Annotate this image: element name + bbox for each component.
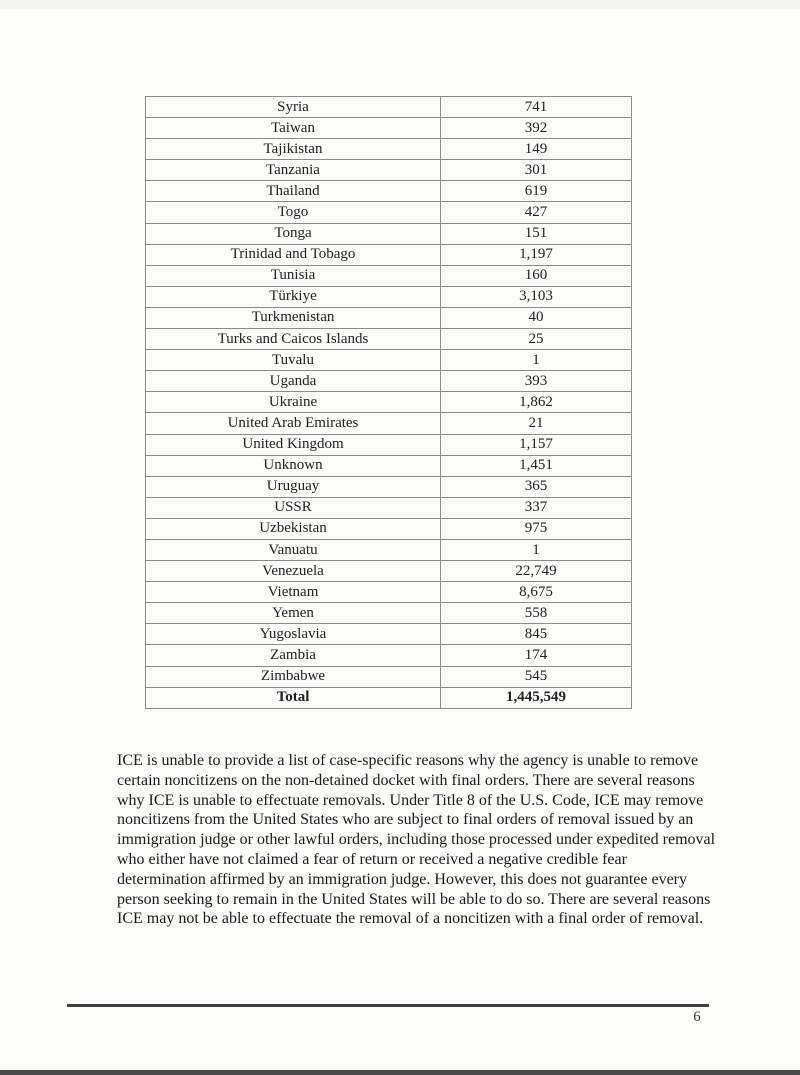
count-cell: 1,157	[441, 434, 632, 455]
count-cell: 558	[441, 603, 632, 624]
total-row	[146, 687, 632, 708]
count-cell: 301	[441, 160, 632, 181]
footer-rule	[67, 1004, 709, 1007]
count-cell: 22,749	[441, 561, 632, 582]
total-label-cell: Total	[146, 687, 441, 708]
count-cell: 3,103	[441, 286, 632, 307]
country-cell: Syria	[146, 97, 441, 118]
country-cell: United Kingdom	[146, 434, 441, 455]
table-row	[146, 223, 632, 244]
body-paragraph: ICE is unable to provide a list of case-specific reasons why the agency is unable to remove certain noncitizens on the non-detained docket with final orders. There are several reasons why ICE is unable to effectuate removals. Under Title 8 of the U.S. Code, ICE may remove noncitizens from the United States who are subject to final orders of removal issued by an immigration judge or other lawful orders, including those processed under expedited removal who either have not claimed a fear of return or received a negative credible fear determination affirmed by an immigration judge. However, this does not guarantee every person seeking to remain in the United States will be able to do so. There are several reasons ICE may not be able to effectuate the removal of a noncitizen with a final order of removal.	[117, 752, 716, 928]
count-cell: 40	[441, 307, 632, 328]
table-row	[146, 371, 632, 392]
country-cell: Turks and Caicos Islands	[146, 329, 441, 350]
country-cell: USSR	[146, 497, 441, 518]
country-cell: Trinidad and Tobago	[146, 244, 441, 265]
table-row	[146, 455, 632, 476]
table-footer	[146, 687, 632, 708]
country-cell: Tuvalu	[146, 350, 441, 371]
country-cell: Unknown	[146, 455, 441, 476]
count-cell: 1,862	[441, 392, 632, 413]
table-row	[146, 181, 632, 202]
country-cell: Uganda	[146, 371, 441, 392]
country-cell: Venezuela	[146, 561, 441, 582]
scan-edge-bar	[0, 1070, 800, 1075]
table-row	[146, 666, 632, 687]
table-row	[146, 624, 632, 645]
count-cell: 365	[441, 476, 632, 497]
count-cell: 160	[441, 265, 632, 286]
count-cell: 392	[441, 118, 632, 139]
table-row	[146, 561, 632, 582]
country-cell: Yemen	[146, 603, 441, 624]
count-cell: 1	[441, 350, 632, 371]
country-removals-table	[145, 96, 632, 709]
table-row	[146, 476, 632, 497]
country-cell: United Arab Emirates	[146, 413, 441, 434]
count-cell: 21	[441, 413, 632, 434]
count-cell: 845	[441, 624, 632, 645]
count-cell: 149	[441, 139, 632, 160]
table-row	[146, 413, 632, 434]
table-row	[146, 265, 632, 286]
count-cell: 741	[441, 97, 632, 118]
count-cell: 545	[441, 666, 632, 687]
table-row	[146, 286, 632, 307]
table-row	[146, 539, 632, 560]
page-number: 6	[693, 1009, 701, 1025]
table-row	[146, 582, 632, 603]
count-cell: 151	[441, 223, 632, 244]
country-cell: Vanuatu	[146, 539, 441, 560]
table-row	[146, 160, 632, 181]
country-cell: Tonga	[146, 223, 441, 244]
scan-artifact-top	[0, 0, 800, 9]
table-row	[146, 97, 632, 118]
country-cell: Ukraine	[146, 392, 441, 413]
table-row	[146, 603, 632, 624]
country-cell: Vietnam	[146, 582, 441, 603]
total-value-cell: 1,445,549	[441, 687, 632, 708]
count-cell: 975	[441, 518, 632, 539]
count-cell: 174	[441, 645, 632, 666]
table-row	[146, 307, 632, 328]
count-cell: 25	[441, 329, 632, 350]
country-cell: Zambia	[146, 645, 441, 666]
country-cell: Türkiye	[146, 286, 441, 307]
country-cell: Tanzania	[146, 160, 441, 181]
table-row	[146, 202, 632, 223]
table-row	[146, 350, 632, 371]
country-cell: Tunisia	[146, 265, 441, 286]
table-row	[146, 329, 632, 350]
count-cell: 619	[441, 181, 632, 202]
country-cell: Uzbekistan	[146, 518, 441, 539]
country-cell: Togo	[146, 202, 441, 223]
table-row	[146, 139, 632, 160]
count-cell: 1	[441, 539, 632, 560]
count-cell: 393	[441, 371, 632, 392]
table-row	[146, 518, 632, 539]
country-cell: Tajikistan	[146, 139, 441, 160]
count-cell: 1,451	[441, 455, 632, 476]
country-cell: Taiwan	[146, 118, 441, 139]
count-cell: 337	[441, 497, 632, 518]
country-cell: Turkmenistan	[146, 307, 441, 328]
country-cell: Thailand	[146, 181, 441, 202]
country-cell: Zimbabwe	[146, 666, 441, 687]
count-cell: 8,675	[441, 582, 632, 603]
table-row	[146, 118, 632, 139]
table-row	[146, 392, 632, 413]
table-row	[146, 645, 632, 666]
table-body	[146, 97, 632, 688]
country-cell: Uruguay	[146, 476, 441, 497]
count-cell: 1,197	[441, 244, 632, 265]
country-cell: Yugoslavia	[146, 624, 441, 645]
table-row	[146, 244, 632, 265]
table-row	[146, 434, 632, 455]
count-cell: 427	[441, 202, 632, 223]
table-row	[146, 497, 632, 518]
